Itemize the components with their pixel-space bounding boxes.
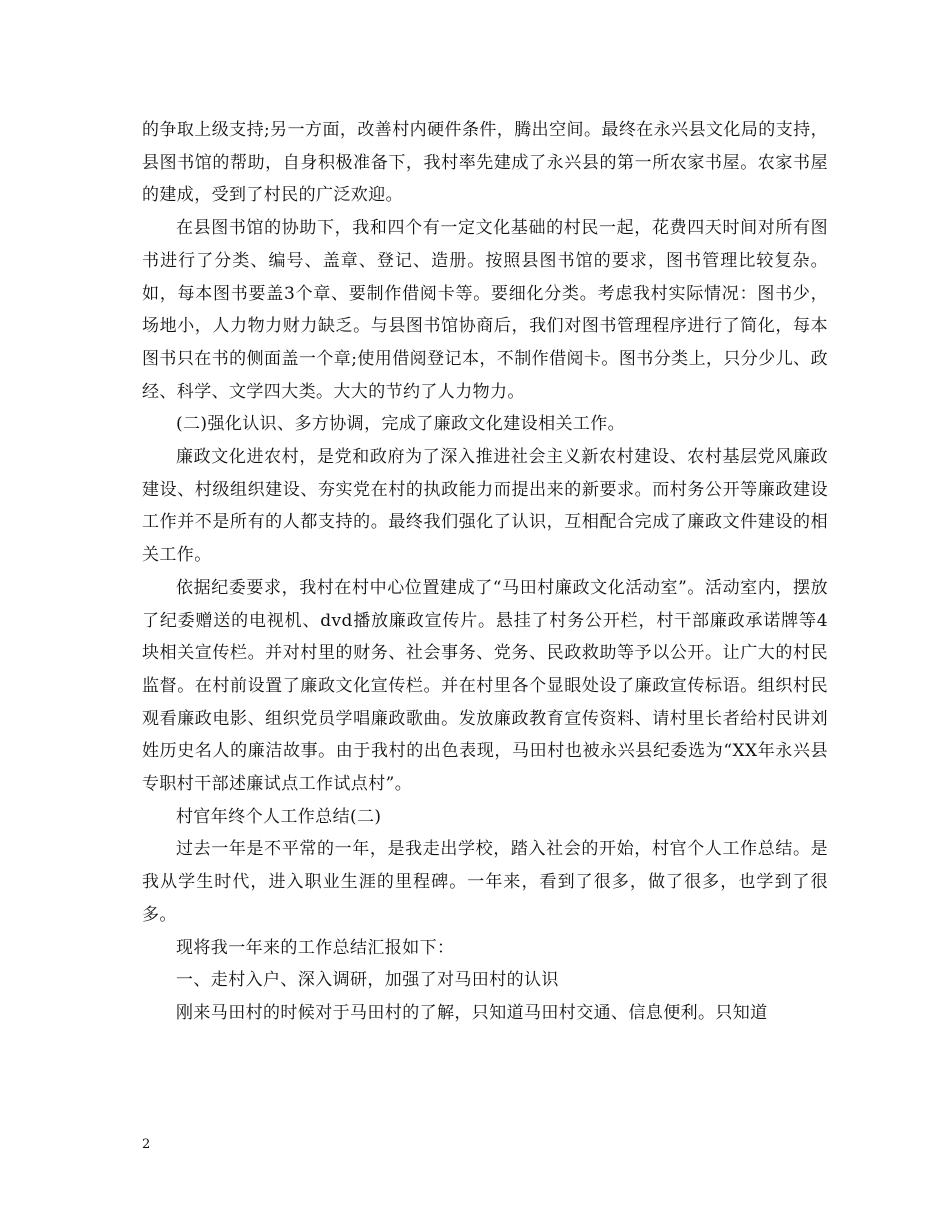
section-heading: (二)强化认识、多方协调，完成了廉政文化建设相关工作。	[176, 414, 626, 435]
paragraph: 刚来马田村的时候对于马田村的了解，只知道马田村交通、信息便利。只知道	[176, 1002, 768, 1023]
paragraph: 现将我一年来的工作总结汇报如下：	[176, 937, 455, 958]
article-title: 村官年终个人工作总结(二)	[176, 806, 382, 827]
page-number: 2	[142, 1137, 151, 1152]
paragraph-continuation: 的争取上级支持;另一方面，改善村内硬件条件，腾出空间。最终在永兴县文化局的支持，县图书馆的帮助，自身积极准备下，我村率先建成了永兴县的第一所农家书屋。农家书屋的建成，受到了村民的广泛欢迎。	[142, 120, 828, 206]
section-heading: 一、走村入户、深入调研，加强了对马田村的认识	[176, 970, 559, 991]
paragraph: 依据纪委要求，我村在村中心位置建成了“马田村廉政文化活动室”。活动室内，摆放了纪委赠送的电视机、dvd播放廉政宣传片。悬挂了村务公开栏，村干部廉政承诺牌等4块相关宣传栏。并对村里的财务、社会事务、党务、民政救助等予以公开。让广大的村民监督。在村前设置了廉政文化宣传栏。并在村里各个显眼处设了廉政宣传标语。组织村民观看廉政电影、组织党员学唱廉政歌曲。发放廉政教育宣传资料、请村里长者给村民讲刘姓历史名人的廉洁故事。由于我村的出色表现，马田村也被永兴县纪委选为“XX年永兴县专职村干部述廉试点工作试点村”。	[142, 577, 828, 795]
paragraph: 过去一年是不平常的一年，是我走出学校，踏入社会的开始，村官个人工作总结。是我从学生时代，进入职业生涯的里程碑。一年来，看到了很多，做了很多，也学到了很多。	[142, 839, 828, 925]
body-text	[142, 114, 828, 1030]
paragraph: 在县图书馆的协助下，我和四个有一定文化基础的村民一起，花费四天时间对所有图书进行了分类、编号、盖章、登记、造册。按照县图书馆的要求，图书管理比较复杂。如，每本图书要盖3个章、要制作借阅卡等。要细化分类。考虑我村实际情况：图书少，场地小，人力物力财力缺乏。与县图书馆协商后，我们对图书管理程序进行了简化，每本图书只在书的侧面盖一个章;使用借阅登记本，不制作借阅卡。图书分类上，只分少儿、政经、科学、文学四大类。大大的节约了人力物力。	[142, 218, 828, 402]
paragraph: 廉政文化进农村，是党和政府为了深入推进社会主义新农村建设、农村基层党风廉政建设、村级组织建设、夯实党在村的执政能力而提出来的新要求。而村务公开等廉政建设工作并不是所有的人都支持的。最终我们强化了认识，互相配合完成了廉政文件建设的相关工作。	[142, 447, 828, 566]
